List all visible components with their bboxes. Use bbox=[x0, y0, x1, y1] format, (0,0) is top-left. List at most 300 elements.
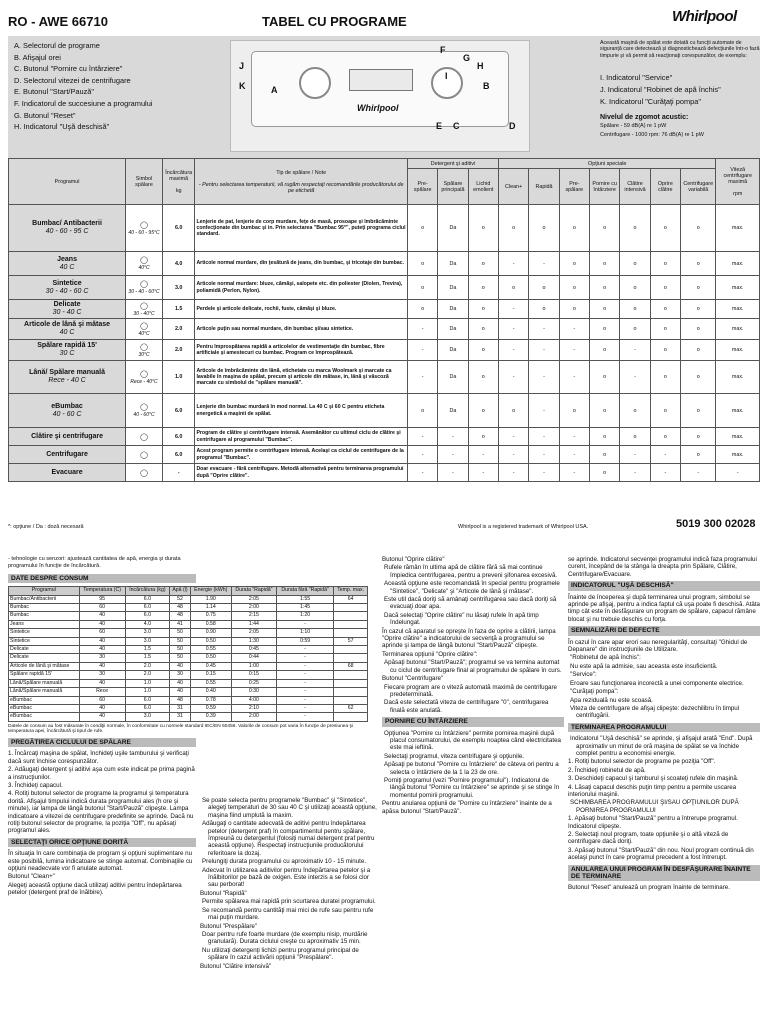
option-cell: Da bbox=[438, 319, 468, 340]
consumption-notes: Datele de consum au fost măsurate în condiţii normale, în conformitate cu normele standard IEC/EN 60456. Valorile de consum pot varia în funcţie de presiunea şi temperatura apei, încărcătură şi tipul de rufe. bbox=[8, 723, 353, 735]
option-cell: - bbox=[559, 464, 589, 482]
option-cell: - bbox=[529, 340, 559, 361]
cons-cell: 1.14 bbox=[190, 604, 231, 612]
program-row bbox=[9, 340, 760, 361]
cons-cell bbox=[334, 671, 368, 679]
wash-tub-icon: ◯ bbox=[140, 221, 148, 229]
legend-item: B. Afişajul orei bbox=[14, 52, 61, 62]
section-text: SCHIMBAREA PROGRAMULUI ŞI/SAU OPŢIUNILOR DUPĂ PORNIREA PROGRAMULUI bbox=[570, 799, 739, 814]
th-sub: Pornire cu întârziere bbox=[590, 169, 620, 205]
th-sub: Clătire intensivă bbox=[620, 169, 650, 205]
wash-notes: Articole de îmbrăcăminte din lână, etichetate cu marca Woolmark şi marcate ca lavabile în maşina de spălat, precum şi articole din mătase, in, lână şi vâscoză marcate cu simbolul de "spălare manuală". bbox=[195, 361, 408, 394]
cons-cell: 1.90 bbox=[190, 595, 231, 603]
cons-cell: 30 bbox=[170, 671, 191, 679]
cons-cell bbox=[334, 696, 368, 704]
cons-cell: 1:20 bbox=[277, 612, 334, 620]
option-cell: o bbox=[590, 394, 620, 428]
section-text: 2. Închideţi robinetul de apă. bbox=[568, 766, 646, 774]
option-cell: o bbox=[468, 205, 498, 252]
section-text: 3. Închideţi capacul. bbox=[8, 781, 63, 789]
callout-g: G bbox=[463, 53, 471, 63]
cons-cell: 41 bbox=[170, 620, 191, 628]
option-cell: - bbox=[620, 361, 650, 394]
cons-cell: - bbox=[277, 620, 334, 628]
option-cell: o bbox=[650, 252, 680, 276]
option-cell: o bbox=[407, 205, 437, 252]
wash-notes: Pentru împrospătarea rapidă a articolelor de vestimentaţie din bumbac, fibre artificiale şi amestecuri cu bumbac. Program ce împrospătează. bbox=[195, 340, 408, 361]
option-cell: max. bbox=[716, 205, 760, 252]
legend-item: A. Selectorul de programe bbox=[14, 41, 100, 50]
cons-cell: 6.0 bbox=[125, 595, 169, 603]
section-text: Adăugaţi o cantitate adecvată de aditivi pentru îndepărtarea petelor (detergent praf) în compartimentul pentru spălare, împreună cu detergentul (folosiţi numai detergent praf pentru această opţiune). Respectaţi instrucţiunile producătorului referitoare la dozaj. bbox=[202, 820, 375, 857]
th-sub: Pre-spălare bbox=[559, 169, 589, 205]
program-row bbox=[9, 428, 760, 446]
panel-logo: Whirlpool bbox=[357, 103, 399, 113]
column-3 bbox=[382, 556, 564, 816]
section-text: 2. Adăugaţi detergent şi aditivi aşa cum este indicat pe prima pagină a instrucţiunilor. bbox=[8, 766, 195, 781]
option-cell: - bbox=[468, 446, 498, 464]
section-text: 1. Rotiţi butonul selector de programe pe poziţia "Off". bbox=[568, 758, 716, 766]
option-cell: - bbox=[407, 446, 437, 464]
cons-cell: 1:10 bbox=[277, 629, 334, 637]
wash-tub-icon: ◯ bbox=[140, 343, 148, 351]
cons-cell bbox=[334, 620, 368, 628]
option-cell: o bbox=[407, 276, 437, 300]
option-cell: o bbox=[407, 252, 437, 276]
noise-title: Nivelul de zgomot acustic: bbox=[600, 114, 689, 121]
program-name: Jeans 40 C bbox=[9, 252, 126, 276]
option-cell: max. bbox=[716, 394, 760, 428]
wash-notes: Articole normal murdare, din ţesătură de jeans, din bumbac, şi tricotaje din bumbac. bbox=[195, 252, 408, 276]
cons-cell: Rece bbox=[79, 688, 125, 696]
cons-cell: 40 bbox=[170, 662, 191, 670]
option-cell: - bbox=[529, 361, 559, 394]
program-row bbox=[9, 205, 760, 252]
wash-notes: Lenjerie din bumbac murdară în mod normal. La 40 C şi 60 C pentru eticheta energetică a maşinii de spălat. bbox=[195, 394, 408, 428]
cons-cell: 0.78 bbox=[190, 696, 231, 704]
th-sub: Pre-spălare bbox=[407, 169, 437, 205]
cons-cell: 0:25 bbox=[231, 679, 276, 687]
cons-cell: 0.45 bbox=[190, 662, 231, 670]
cons-header: Durata "Rapidă" bbox=[231, 587, 276, 595]
cons-header: Apă (l) bbox=[170, 587, 191, 595]
cons-cell: 30 bbox=[79, 654, 125, 662]
cons-cell bbox=[334, 646, 368, 654]
section-text: Permite spălarea mai rapidă prin scurtarea duratei programului. bbox=[202, 898, 376, 906]
option-cell: o bbox=[468, 319, 498, 340]
callout-j: J bbox=[239, 61, 245, 71]
section-text: Prelungiţi durata programului cu aproximativ 10 - 15 minute. bbox=[202, 858, 367, 866]
option-cell: o bbox=[468, 276, 498, 300]
column-4 bbox=[568, 556, 760, 893]
wash-tub-icon: ◯ bbox=[140, 257, 148, 264]
option-cell: - bbox=[681, 464, 716, 482]
cons-cell: 57 bbox=[334, 637, 368, 645]
max-load: 6.0 bbox=[162, 446, 194, 464]
cons-cell bbox=[334, 604, 368, 612]
program-row bbox=[9, 276, 760, 300]
option-cell: o bbox=[529, 300, 559, 319]
option-cell: o bbox=[559, 252, 589, 276]
option-cell: - bbox=[620, 446, 650, 464]
wash-notes: Articole normal murdare: bluze, cămăşi, salopete etc. din poliester (Diolen, Trevira), poliamidă (Perlon, Nylon). bbox=[195, 276, 408, 300]
option-cell: o bbox=[650, 428, 680, 446]
section-text: se aprinde. Indicatorul secvenţei programului indică faza programului curent, începând de la stânga la dreapta prin Spălare, Clătire, Centrifugare/Evacuare. bbox=[568, 556, 757, 578]
option-cell: o bbox=[590, 446, 620, 464]
option-cell: o bbox=[590, 319, 620, 340]
option-cell: o bbox=[620, 205, 650, 252]
sensor-intro: - tehnologie cu senzori: ajustează cantitatea de apă, energia şi durata programului în funcţie de încărcătură. bbox=[8, 556, 181, 570]
option-cell: - bbox=[468, 464, 498, 482]
cons-cell: 48 bbox=[170, 612, 191, 620]
option-cell: max. bbox=[716, 446, 760, 464]
section-text: 3. Deschideţi capacul şi tamburul şi scoateţi rufele din maşină. bbox=[568, 775, 739, 783]
option-cell: - bbox=[438, 446, 468, 464]
option-cell: - bbox=[529, 428, 559, 446]
indicator-clean-pump: K. Indicatorul "Curăţaţi pompa" bbox=[600, 97, 701, 106]
section-text: Apa reziduală nu este scoasă. bbox=[570, 696, 653, 704]
safety-info: Această maşină de spălat este dotată cu funcţii automate de siguranţă care detectează şi diagnostichează defecţiunile într-o fază timpurie şi vă permit să reacţionaţi corespunzător, de exemplu: bbox=[600, 40, 760, 59]
cons-cell: 1.5 bbox=[125, 646, 169, 654]
cons-row bbox=[9, 637, 368, 645]
th-sub: Spălare principală bbox=[438, 169, 468, 205]
section-text: Butonul "Oprire clătire" bbox=[382, 556, 445, 563]
option-cell: o bbox=[559, 300, 589, 319]
option-cell: - bbox=[559, 361, 589, 394]
cons-cell: 48 bbox=[170, 696, 191, 704]
section-text: "Robinetul de apă închis": bbox=[570, 654, 641, 662]
option-cell: Da bbox=[438, 300, 468, 319]
option-cell: o bbox=[620, 252, 650, 276]
wash-symbol: ◯ 40 - 60°C bbox=[126, 394, 163, 428]
cons-cell: 2.0 bbox=[125, 662, 169, 670]
cons-cell: Spălare rapidă 15' bbox=[9, 671, 80, 679]
cons-cell: 95 bbox=[79, 595, 125, 603]
program-table bbox=[8, 158, 760, 482]
callout-h: H bbox=[477, 61, 484, 71]
cons-cell bbox=[334, 654, 368, 662]
option-cell: o bbox=[559, 394, 589, 428]
section-text: Adecvat în utilizarea aditivilor pentru îndepărtarea petelor şi a înălbitorilor pe bază de oxigen. Este interzis a se folosi clor sau perborat! bbox=[202, 866, 371, 889]
cons-cell: 40 bbox=[79, 713, 125, 721]
section-text: Butonul "Rapidă" bbox=[200, 889, 247, 897]
cons-row bbox=[9, 595, 368, 603]
cons-cell: 3.0 bbox=[125, 637, 169, 645]
cons-cell: 1.0 bbox=[125, 679, 169, 687]
program-name: eBumbac 40 - 60 C bbox=[9, 394, 126, 428]
cons-row bbox=[9, 696, 368, 704]
section-title: PORNIRE CU ÎNTÂRZIERE bbox=[382, 717, 564, 726]
max-load: 2.0 bbox=[162, 340, 194, 361]
section-text: 4. Lăsaţi capacul deschis puţin timp pentru a permite uscarea interiorului maşinii. bbox=[568, 783, 737, 798]
section-title: SEMNALIZĂRI DE DEFECTE bbox=[568, 626, 760, 635]
option-cell: - bbox=[498, 428, 528, 446]
option-cell: - bbox=[716, 464, 760, 482]
cons-cell: 0.55 bbox=[190, 646, 231, 654]
cons-cell: 60 bbox=[79, 696, 125, 704]
section-text: Viteza de centrifugare de afişaj clipeşte: dezechilibru în timpul centrifugării. bbox=[570, 704, 740, 720]
section-text: Nu este apă la admisie, sau aceasta este insuficientă. bbox=[570, 662, 718, 670]
option-cell: - bbox=[559, 446, 589, 464]
cons-cell: Articole de lână şi mătase bbox=[9, 662, 80, 670]
section-text: Terminarea opţiunii "Oprire clătire": bbox=[382, 650, 478, 658]
cons-cell: 2:00 bbox=[231, 713, 276, 721]
option-cell: - bbox=[407, 340, 437, 361]
document-code: 5019 300 02028 bbox=[676, 518, 756, 530]
legend-item: G. Butonul "Reset" bbox=[14, 110, 76, 120]
option-cell: o bbox=[590, 300, 620, 319]
cons-cell: Delicate bbox=[9, 654, 80, 662]
cons-cell bbox=[334, 688, 368, 696]
option-cell: o bbox=[590, 428, 620, 446]
wash-tub-icon: ◯ bbox=[140, 281, 148, 288]
program-row bbox=[9, 319, 760, 340]
th-load: Încărcătura maximă kg bbox=[162, 159, 194, 205]
option-cell: o bbox=[681, 361, 716, 394]
section-title: ANULAREA UNUI PROGRAM ÎN DESFĂŞURARE ÎNAINTE DE TERMINARE bbox=[568, 865, 760, 882]
option-cell: max. bbox=[716, 276, 760, 300]
wash-tub-icon: ◯ bbox=[140, 404, 148, 411]
option-cell: o bbox=[650, 394, 680, 428]
cons-cell: 40 bbox=[79, 704, 125, 712]
callout-a: A bbox=[271, 85, 278, 95]
th-spin: Viteză centrifugare maximă rpm bbox=[716, 159, 760, 205]
th-sub: Centrifugare variabilă bbox=[681, 169, 716, 205]
option-cell: - bbox=[498, 340, 528, 361]
option-cell: - bbox=[650, 446, 680, 464]
wash-symbol: ◯ 40°C bbox=[126, 252, 163, 276]
cons-cell: 4:00 bbox=[231, 696, 276, 704]
option-cell: Da bbox=[438, 252, 468, 276]
option-cell: o bbox=[590, 361, 620, 394]
option-cell: - bbox=[498, 319, 528, 340]
section-text: Rufele rămân în ultima apă de clătire fără să mai continue împiedica centrifugarea, pentru a preveni şifonarea excesivă. bbox=[384, 564, 558, 579]
cons-cell: - bbox=[277, 696, 334, 704]
section-text: Se poate selecta pentru programele "Bumbac" şi "Sintetice", alegeţi temperaturi de 30 sau 40 C şi utilizaţi această opţiune, maşina fiind umplută la maxim. bbox=[202, 797, 377, 819]
cons-cell: 40 bbox=[170, 679, 191, 687]
program-row bbox=[9, 252, 760, 276]
cons-cell: - bbox=[277, 688, 334, 696]
cons-cell bbox=[334, 679, 368, 687]
cons-cell: - bbox=[277, 662, 334, 670]
option-cell: max. bbox=[716, 300, 760, 319]
cons-cell: 3.0 bbox=[125, 629, 169, 637]
option-cell: - bbox=[407, 319, 437, 340]
cons-cell: 0.39 bbox=[190, 713, 231, 721]
option-cell: o bbox=[620, 300, 650, 319]
model-title: RO - AWE 66710 bbox=[8, 14, 108, 29]
indicator-list bbox=[600, 72, 721, 108]
cons-row bbox=[9, 679, 368, 687]
wash-symbol: ◯ 30 - 40°C bbox=[126, 300, 163, 319]
section-title: INDICATORUL "UŞĂ DESCHISĂ" bbox=[568, 581, 760, 590]
program-knob-illustration bbox=[299, 67, 331, 99]
wash-tub-icon: ◯ bbox=[140, 322, 148, 330]
wash-tub-icon: ◯ bbox=[140, 302, 148, 310]
cons-header: Temperatura (C) bbox=[79, 587, 125, 595]
option-cell: - bbox=[438, 428, 468, 446]
cons-cell: 60 bbox=[79, 629, 125, 637]
option-cell: o bbox=[590, 340, 620, 361]
cons-cell: Lână/Spălare manuală bbox=[9, 688, 80, 696]
wash-symbol bbox=[126, 428, 163, 446]
wash-symbol: ◯ Rece - 40°C bbox=[126, 361, 163, 394]
option-cell: o bbox=[559, 205, 589, 252]
cons-row bbox=[9, 612, 368, 620]
program-name: Evacuare bbox=[9, 464, 126, 482]
wash-notes: Doar evacuare - fără centrifugare. Metodă alternativă pentru terminarea programului după "Oprire clătire". bbox=[195, 464, 408, 482]
option-cell: - bbox=[529, 252, 559, 276]
max-load: 6.0 bbox=[162, 428, 194, 446]
option-cell: o bbox=[620, 428, 650, 446]
cons-cell: 40 bbox=[79, 620, 125, 628]
option-cell: - bbox=[498, 464, 528, 482]
cons-cell: 60 bbox=[79, 604, 125, 612]
program-row bbox=[9, 394, 760, 428]
cons-cell: Sintetice bbox=[9, 629, 80, 637]
cons-cell: 6.0 bbox=[125, 696, 169, 704]
cons-cell: 0.59 bbox=[190, 704, 231, 712]
section-text: Înainte de începerea şi după terminarea unui program, simbolul se aprinde pe afişaj, pentru a indica faptul că uşa poate fi deschisă. Atâta timp cât este în desfăşurare un program de spălare, capacul rămâne blocat şi nu trebuie deschis cu forţa. bbox=[568, 593, 760, 623]
cons-row bbox=[9, 646, 368, 654]
section-text: Alegeţi această opţiune dacă utilizaţi aditivi pentru îndepărtarea petelor (detergent praf de înălbire). bbox=[8, 881, 182, 897]
option-cell: o bbox=[681, 276, 716, 300]
option-cell: - bbox=[529, 394, 559, 428]
option-cell: o bbox=[681, 300, 716, 319]
option-cell: o bbox=[650, 319, 680, 340]
section-text: Porniţi programul (vezi "Pornire programului"). Indicatorul de lângă butonul "Pornire cu întârziere" se aprinde şi se stinge în momentul pornirii programului. bbox=[384, 776, 560, 799]
cons-cell: - bbox=[277, 679, 334, 687]
max-load: 1.5 bbox=[162, 300, 194, 319]
option-cell: max. bbox=[716, 319, 760, 340]
section-text: În cazul că aparatul se opreşte în faza de oprire a clătirii, lampa "Oprire clătire" a indicatorului de secvenţă a programului se aprinde şi lampa de lângă butonul "Start/Pauză" clipeşte. bbox=[382, 627, 556, 650]
consumption-table bbox=[8, 586, 368, 722]
option-cell: o bbox=[650, 300, 680, 319]
cons-cell: 68 bbox=[334, 662, 368, 670]
section-text: Doar pentru rufe foarte murdare (de exemplu nisip, murdărie granulară). Durata ciclului creşte cu aproximativ 15 min. bbox=[202, 930, 368, 946]
cons-cell: 40 bbox=[79, 646, 125, 654]
wash-notes: Articole puţin sau normal murdare, din bumbac şi/sau sintetice. bbox=[195, 319, 408, 340]
option-cell: o bbox=[681, 428, 716, 446]
cons-cell: 2.0 bbox=[125, 671, 169, 679]
callout-b: B bbox=[483, 81, 490, 91]
wash-tub-icon: ◯ bbox=[140, 469, 148, 477]
option-cell: o bbox=[529, 276, 559, 300]
cons-row bbox=[9, 704, 368, 712]
option-cell: - bbox=[438, 464, 468, 482]
table-footnote: *: opţiune / Da : doză necesară bbox=[8, 524, 84, 530]
option-cell: o bbox=[468, 361, 498, 394]
cons-cell: - bbox=[277, 704, 334, 712]
wash-symbol: ◯ 30°C bbox=[126, 340, 163, 361]
cons-cell: eBumbac bbox=[9, 704, 80, 712]
cons-cell: 0.50 bbox=[190, 654, 231, 662]
cons-cell: 3.0 bbox=[125, 713, 169, 721]
option-cell: o bbox=[681, 340, 716, 361]
th-symbol: Simbol spălare bbox=[126, 159, 163, 205]
option-cell: max. bbox=[716, 340, 760, 361]
max-load: 6.0 bbox=[162, 394, 194, 428]
cons-cell: 6.0 bbox=[125, 704, 169, 712]
option-cell: max. bbox=[716, 361, 760, 394]
option-cell: max. bbox=[716, 428, 760, 446]
cons-cell: 62 bbox=[334, 704, 368, 712]
section-text: Butonul "Clean+" bbox=[8, 873, 55, 881]
legend-item: C. Butonul "Pornire cu întârziere" bbox=[14, 64, 123, 74]
consumption-title: DATE DESPRE CONSUM bbox=[8, 574, 196, 583]
cons-cell: 2:05 bbox=[231, 595, 276, 603]
max-load: - bbox=[162, 464, 194, 482]
th-program: Programul bbox=[9, 159, 126, 205]
cons-cell bbox=[334, 713, 368, 721]
section-text: Opţiunea "Pornire cu întârziere" permite pornirea maşinii după placul consumatorului, de exemplu noaptea când electricitatea este mai ieftină. bbox=[384, 729, 561, 752]
wash-tub-icon: ◯ bbox=[140, 433, 148, 441]
cons-cell: 1:55 bbox=[277, 595, 334, 603]
option-cell: o bbox=[590, 464, 620, 482]
th-options: Opţiuni speciale bbox=[498, 159, 715, 169]
cons-header: Programul bbox=[9, 587, 80, 595]
brand-logo: Whirlpool bbox=[672, 8, 737, 25]
cons-cell: Delicate bbox=[9, 646, 80, 654]
cons-cell: 30 bbox=[79, 671, 125, 679]
option-cell: Da bbox=[438, 361, 468, 394]
page-title: TABEL CU PROGRAME bbox=[262, 14, 407, 29]
cons-cell: 0.15 bbox=[190, 671, 231, 679]
cons-cell: Lână/Spălare manuală bbox=[9, 679, 80, 687]
cons-cell: 40 bbox=[170, 688, 191, 696]
option-cell: - bbox=[559, 340, 589, 361]
wash-notes: Perdele şi articole delicate, rochii, fuste, cămăşi şi bluze. bbox=[195, 300, 408, 319]
option-cell: Da bbox=[438, 205, 468, 252]
cons-cell: - bbox=[277, 671, 334, 679]
legend-item: F. Indicatorul de succesiune a programului bbox=[14, 98, 153, 108]
cons-cell: eBumbac bbox=[9, 713, 80, 721]
cons-cell: 40 bbox=[79, 679, 125, 687]
section-text: Dacă selectaţi "Oprire clătire" nu lăsaţi rufele în apă timp îndelungat. bbox=[384, 611, 539, 627]
option-cell: - bbox=[498, 446, 528, 464]
option-cell: o bbox=[468, 252, 498, 276]
display-illustration bbox=[349, 69, 413, 91]
wash-tub-icon: ◯ bbox=[140, 451, 148, 459]
option-cell: o bbox=[650, 205, 680, 252]
cons-cell: 0.75 bbox=[190, 612, 231, 620]
cons-cell: eBumbac bbox=[9, 696, 80, 704]
section-text: 2. Selectaţi noul program, toate opţiunile şi o altă viteză de centrifugare dacă doriţi. bbox=[568, 831, 729, 846]
program-name: Articole de lână şi mătase 40 C bbox=[9, 319, 126, 340]
noise-wash: Spălare - 59 dB(A) re 1 pW bbox=[600, 123, 667, 129]
option-cell: o bbox=[620, 319, 650, 340]
cons-cell: 0:15 bbox=[231, 671, 276, 679]
wash-notes: Acest program permite o centrifugare intensă. Acelaşi ca ciclul de centrifugare de la programul "Bumbac". bbox=[195, 446, 408, 464]
cons-cell: 0:45 bbox=[231, 646, 276, 654]
wash-symbol bbox=[126, 446, 163, 464]
cons-cell: 0.90 bbox=[190, 629, 231, 637]
column-2 bbox=[200, 797, 378, 971]
wash-symbol: ◯ 30 - 40 - 60°C bbox=[126, 276, 163, 300]
section-text: "Service": bbox=[570, 671, 597, 679]
section-text: 4. Rotiţi butonul selector de programe la programul şi temperatura dorită. Afişajul timpului indică durata programului ales (h ore şi minute), iar lampa de lângă butonul "Start/Pauză" clipeşte. Lampa indicatoare a vitezei de centrifugare predefinite se aprinde. Dacă nu rotiţi butonul selector de programe, la poziţia "Off", nu apăsaţi programul ales. bbox=[8, 790, 194, 835]
option-cell: Da bbox=[438, 276, 468, 300]
section-text: Butonul "Centrifugare" bbox=[382, 675, 444, 683]
cons-cell: 50 bbox=[170, 654, 191, 662]
option-cell: o bbox=[407, 394, 437, 428]
wash-notes: Program de clătire şi centrifugare intensă. Asemănător cu ultimul ciclu de clătire şi centrifugare al programului "Bumbac". bbox=[195, 428, 408, 446]
cons-header: Energie (kWh) bbox=[190, 587, 231, 595]
program-name: Sintetice 30 - 40 - 60 C bbox=[9, 276, 126, 300]
cons-cell bbox=[334, 629, 368, 637]
cons-cell: Jeans bbox=[9, 620, 80, 628]
cons-cell: 1:30 bbox=[231, 637, 276, 645]
